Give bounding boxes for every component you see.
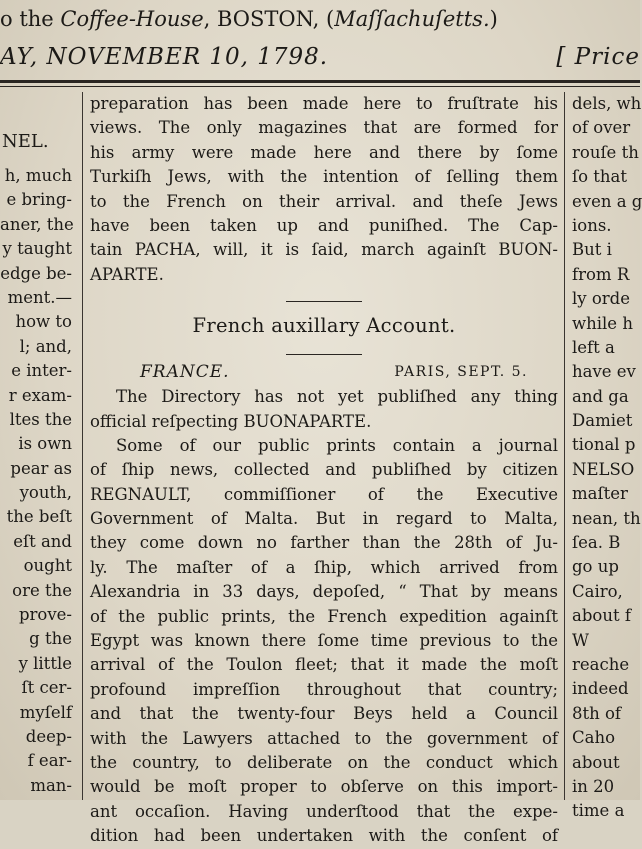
right-column-line: about <box>572 752 620 772</box>
right-column-line: ions. <box>572 215 612 235</box>
intro-line: tain PACHA, will, it is ſaid, march againſt BUON- <box>90 240 558 260</box>
left-column-lines <box>0 164 76 798</box>
right-column-line: go up <box>572 557 619 577</box>
right-column-line: in 20 <box>572 776 615 796</box>
right-column-line: NELSO <box>572 459 635 479</box>
masthead-place: Coffee-House <box>60 7 204 31</box>
right-column-lines <box>570 92 640 824</box>
article-line: Egypt was known there ſome time previous to the <box>90 631 558 651</box>
article-line: the country, to deliberate on the conduct which <box>90 752 558 772</box>
left-column-line: g the <box>29 629 72 649</box>
left-column-line: the beſt <box>6 507 72 527</box>
left-column-line: r exam- <box>8 385 72 405</box>
intro-line: have been taken up and puniſhed. The Cap- <box>90 215 558 235</box>
left-column-line: myſelf <box>19 702 72 722</box>
article-line: The Directory has not yet publiſhed any thing <box>116 387 558 407</box>
masthead-suffix: ) <box>489 7 498 31</box>
right-column-line: ly orde <box>572 289 630 309</box>
left-column-line: eſt and <box>13 531 72 551</box>
article-dateline <box>90 359 558 385</box>
right-column-line: of over <box>572 118 631 138</box>
masthead-city: , BOSTON, ( <box>203 7 335 31</box>
section-rule-lower <box>286 354 362 355</box>
left-column-line: ment.— <box>7 287 72 307</box>
left-column-line: prove- <box>18 605 72 625</box>
issue-date: AY, NOVEMBER 10, 1798. <box>0 44 329 70</box>
right-column-line: 8th of <box>572 703 622 723</box>
right-column-line: dels, wh <box>572 94 642 113</box>
left-column-line: ought <box>23 556 72 576</box>
intro-line: views. The only magazines that are formed for <box>90 118 558 138</box>
right-column-line: left a <box>572 337 615 357</box>
column-divider-right <box>564 92 565 800</box>
intro-line: to the French on their arrival. and theſe Jews <box>90 191 558 211</box>
article-column <box>90 92 558 846</box>
article-line: and that the twenty-four Beys held a Council <box>90 704 558 724</box>
left-column-header: NEL. <box>2 131 49 152</box>
left-column-line: ore the <box>12 580 72 600</box>
article-line: official reſpecting BUONAPARTE. <box>90 411 372 431</box>
left-column-line: pear as <box>10 458 72 478</box>
right-column-line: Cairo, <box>572 581 623 601</box>
article-line: Government of Malta. But in regard to Malta, <box>90 509 558 529</box>
left-column-line: how to <box>15 312 72 332</box>
column-divider-left <box>82 92 83 800</box>
intro-line: Turkiſh Jews, with the intention of ſelling them <box>90 167 558 187</box>
left-column-line: ſt cer- <box>21 678 72 698</box>
masthead-state: Maſſachuſetts. <box>334 7 490 31</box>
dateline-date: PARIS, SEPT. 5. <box>394 364 528 381</box>
right-column-line: W <box>572 630 589 650</box>
left-column-line: y little <box>18 653 72 673</box>
left-column-line: e bring- <box>6 190 72 210</box>
masthead-line <box>0 4 640 34</box>
intro-line: his army were made here and there by ſome <box>90 142 558 162</box>
left-column-line: is own <box>18 434 72 454</box>
left-column-line: edge be- <box>0 263 72 283</box>
intro-line: APARTE. <box>90 264 164 284</box>
right-column-line: ſea. B <box>572 533 621 553</box>
right-column-line: about f <box>572 606 631 626</box>
right-column <box>570 92 642 821</box>
right-column-line: from R <box>572 264 630 284</box>
masthead-prefix: o the <box>0 7 61 31</box>
right-column-line: reache <box>572 654 630 674</box>
right-column-line: Damiet <box>572 411 633 431</box>
left-column <box>0 92 76 800</box>
right-column-line: But i <box>572 240 612 260</box>
right-column-line: rouſe th <box>572 142 639 162</box>
intro-paragraph <box>90 92 558 287</box>
left-column-line: man- <box>30 775 72 795</box>
right-column-line: indeed <box>572 679 629 699</box>
left-column-line: deep- <box>25 726 72 746</box>
right-column-line: Caho <box>572 728 616 748</box>
right-column-line: even a g <box>572 191 642 211</box>
right-column-line: maſter <box>572 484 628 504</box>
article-line: of ſhip news, collected and publiſhed by citizen <box>90 460 558 480</box>
right-column-line: nean, th <box>572 508 641 528</box>
article-line: of the public prints, the French expedition againſt <box>90 606 558 626</box>
article-line: with the Lawyers attached to the government of <box>90 728 558 748</box>
left-column-line: h, much <box>4 166 72 185</box>
article-line: ly. The maſter of a ſhip, which arrived from <box>90 557 558 577</box>
article-heading: French auxillary Account. <box>192 314 456 338</box>
article-line: REGNAULT, commiſſioner of the Executive <box>90 484 558 504</box>
article-line: dition had been undertaken with the conſent of <box>90 826 558 846</box>
article-line: they come down no farther than the 28th of Ju- <box>90 533 558 553</box>
masthead-dateline <box>0 40 640 74</box>
masthead-rule <box>0 80 640 83</box>
article-body <box>90 385 558 848</box>
article-line: arrival of the Toulon fleet; that it made the moſt <box>90 655 558 675</box>
right-column-line: ſo that <box>572 167 628 187</box>
article-line: Alexandria in 33 days, depoſed, “ That by means <box>90 582 558 602</box>
article-line: ant occaſion. Having underſtood that the expe- <box>90 801 558 821</box>
left-column-line: ltes the <box>9 409 72 429</box>
left-column-line: aner, the <box>0 214 74 234</box>
right-column-line: tional p <box>572 435 636 455</box>
left-column-line: y taught <box>2 239 72 259</box>
right-column-line: while h <box>572 313 633 333</box>
price-label: [ Price <box>556 44 640 70</box>
article-line: would be moſt proper to obſerve on this import- <box>90 777 558 797</box>
right-column-line: time a <box>572 801 625 821</box>
right-column-line: and ga <box>572 386 629 406</box>
left-column-line: f ear- <box>27 751 72 771</box>
dateline-place: FRANCE. <box>140 362 230 383</box>
intro-line: preparation has been made here to fruſtrate his <box>90 94 558 113</box>
article-line: Some of our public prints contain a journal <box>116 435 558 455</box>
left-column-line: youth, <box>19 483 72 503</box>
left-column-line: e inter- <box>11 361 72 381</box>
left-column-line: l; and, <box>19 336 72 356</box>
section-rule <box>286 301 362 302</box>
article-line: profound impreſſion throughout that country; <box>90 679 558 699</box>
right-column-line: have ev <box>572 362 636 382</box>
masthead-rule-thin <box>0 86 640 87</box>
